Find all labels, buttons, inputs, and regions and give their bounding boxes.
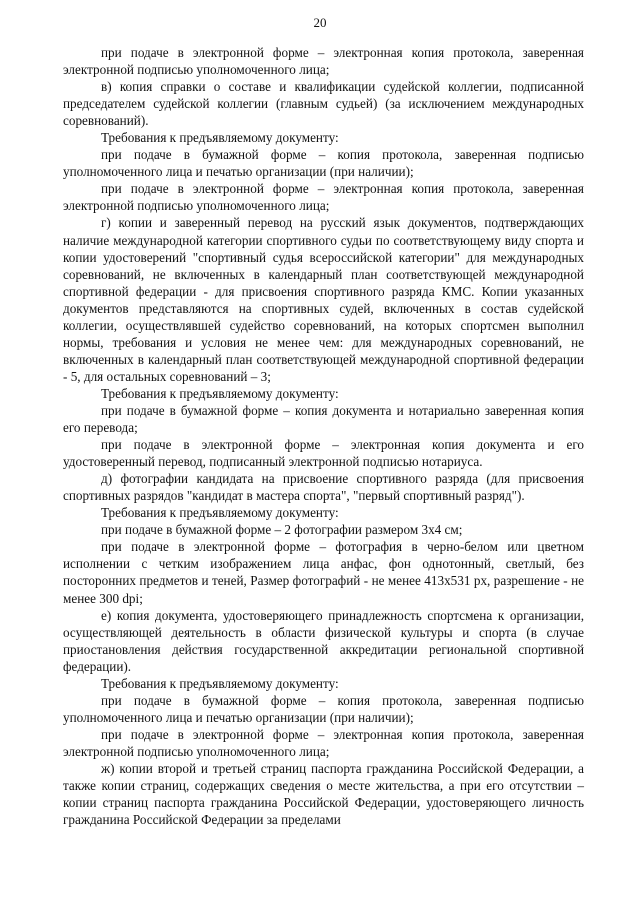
paragraph: е) копия документа, удостоверяющего принадлежность спортсмена к организации, осуществляющей деятельность в области физической культуры и спорта (в случае приостановления действия государственной аккредитации региональной спортивной федерации). xyxy=(63,607,584,674)
document-body xyxy=(63,44,584,828)
paragraph: г) копии и заверенный перевод на русский язык документов, подтверждающих наличие международной категории спортивного судьи по соответствующему виду спорта и копии удостоверений "спортивный судья всероссийской категории" для международных соревнований, не включенных в календарный план соответствующей международной спортивной федерации - для присвоения спортивного разряда КМС. Копии указанных документов представляются на спортивных судей, включенных в состав судейской коллегии, осуществлявшей судейство соревнований, на которых спортсмен выполнил нормы, требования и условия не менее чем: для международных соревнований, не включенных в календарный план соответствующей международной спортивной федерации - 5, для остальных соревнований – 3; xyxy=(63,215,584,384)
paragraph: при подаче в электронной форме – электронная копия протокола, заверенная электронной подписью уполномоченного лица; xyxy=(63,45,584,78)
paragraph: при подаче в бумажной форме – 2 фотографии размером 3x4 см; xyxy=(101,522,463,538)
paragraph: при подаче в бумажной форме – копия протокола, заверенная подписью уполномоченного лица и печатью организации (при наличии); xyxy=(63,147,584,180)
paragraph: ж) копии второй и третьей страниц паспорта гражданина Российской Федерации, а также копии страниц, содержащих сведения о месте жительства, а при его отсутствии – копии страниц паспорта гражданина Российской Федерации, удостоверяющего личность гражданина Российской Федерации за пределами xyxy=(63,760,584,828)
paragraph: Требования к предъявляемому документу: xyxy=(101,505,339,521)
paragraph: д) фотографии кандидата на присвоение спортивного разряда (для присвоения спортивных разрядов "кандидат в мастера спорта", "первый спортивный разряд"). xyxy=(63,471,584,504)
page-number: 20 xyxy=(313,15,327,30)
paragraph: при подаче в электронной форме – фотография в черно-белом или цветном исполнении с четким изображением лица анфас, фон однотонный, светлый, без посторонних предметов и теней, Размер фотографий - не менее 413x531 px, разрешение - не менее 300 dpi; xyxy=(63,539,584,606)
paragraph: при подаче в электронной форме – электронная копия протокола, заверенная электронной подписью уполномоченного лица; xyxy=(63,181,584,214)
paragraph: Требования к предъявляемому документу: xyxy=(101,130,339,146)
paragraph: в) копия справки о составе и квалификации судейской коллегии, подписанной председателем судейской коллегии (главным судьей) (за исключением международных соревнований). xyxy=(63,79,584,129)
paragraph: Требования к предъявляемому документу: xyxy=(101,675,339,691)
paragraph: при подаче в электронной форме – электронная копия документа и его удостоверенный перевод, подписанный электронной подписью нотариуса. xyxy=(63,437,584,470)
paragraph: при подаче в электронной форме – электронная копия протокола, заверенная электронной подписью уполномоченного лица; xyxy=(63,726,584,759)
paragraph: при подаче в бумажной форме – копия протокола, заверенная подписью уполномоченного лица и печатью организации (при наличии); xyxy=(63,692,584,725)
paragraph: Требования к предъявляемому документу: xyxy=(101,385,339,401)
paragraph: при подаче в бумажной форме – копия документа и нотариально заверенная копия его перевода; xyxy=(63,402,584,436)
